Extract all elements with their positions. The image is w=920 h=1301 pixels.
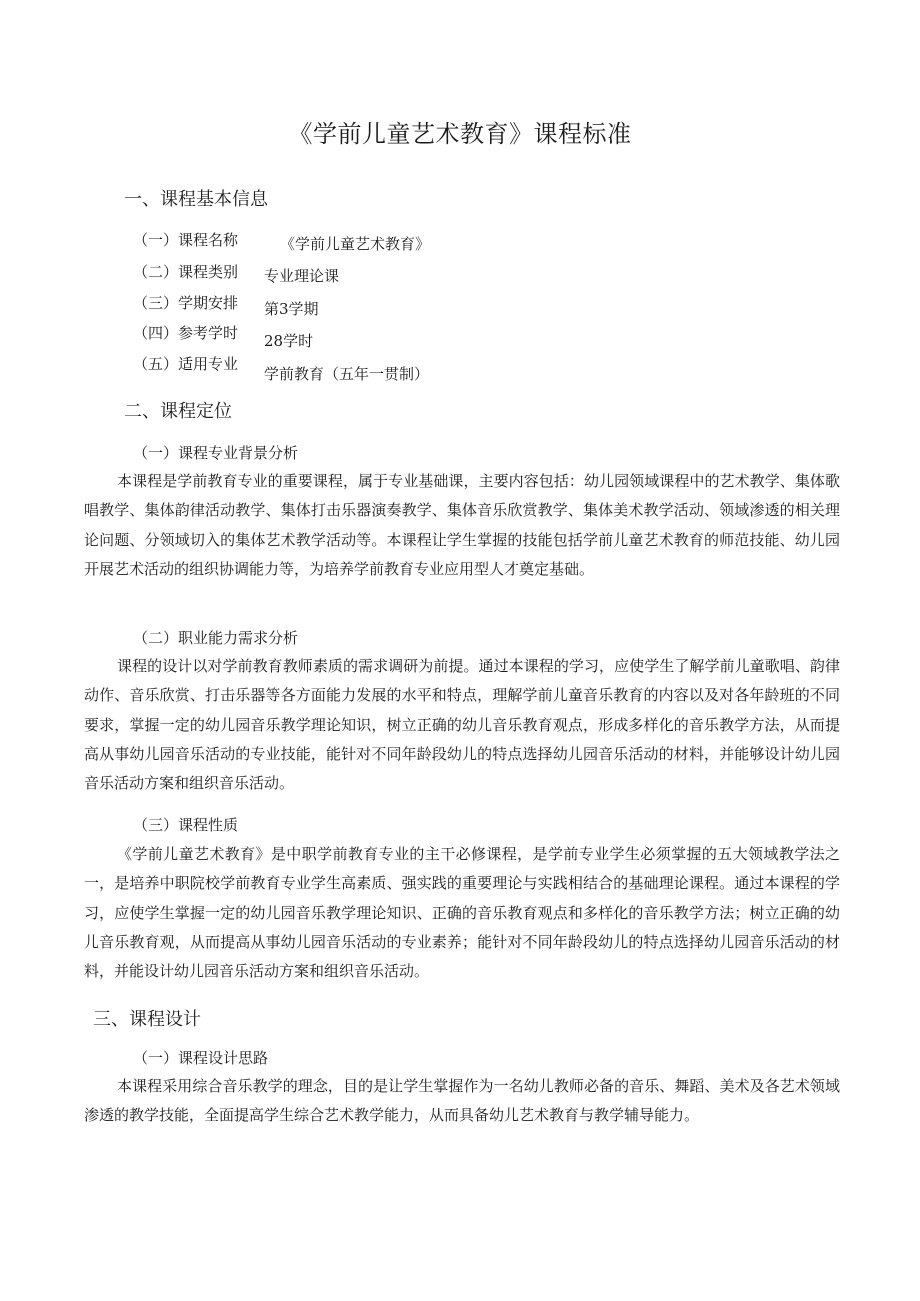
subsection-heading-background: （一）课程专业背景分析 <box>133 444 299 462</box>
info-value-course-type: 专业理论课 <box>264 267 340 285</box>
section-heading-basic-info: 一、课程基本信息 <box>124 189 268 210</box>
info-value-semester: 第3学期 <box>264 300 319 318</box>
info-value-major: 学前教育（五年一贯制） <box>264 365 430 383</box>
subsection-heading-ability: （二）职业能力需求分析 <box>133 629 299 647</box>
section-heading-design: 三、课程设计 <box>93 1009 201 1030</box>
paragraph-design-idea: 本课程采用综合音乐教学的理念，目的是让学生掌握作为一名幼儿教师必备的音乐、舞蹈、美术及各艺术领域渗透的教学技能，全面提高学生综合艺术教学能力，从而具备幼儿艺术教育与教学辅导能力。 <box>84 1077 840 1125</box>
info-label-hours: （四）参考学时 <box>133 324 239 342</box>
info-label-course-type: （二）课程类别 <box>133 263 239 281</box>
subsection-heading-design-idea: （一）课程设计思路 <box>133 1049 269 1067</box>
info-label-course-name: （一）课程名称 <box>133 231 239 249</box>
document-title: 《学前儿童艺术教育》课程标准 <box>288 120 632 148</box>
paragraph-background: 本课程是学前教育专业的重要课程，属于专业基础课，主要内容包括：幼儿园领域课程中的艺术教学、集体歌唱教学、集体韵律活动教学、集体打击乐器演奏教学、集体音乐欣赏教学、集体美术教学活动、领域渗透的相关理论问题、分领域切入的集体艺术教学活动等。本课程让学生掌握的技能包括学前儿童艺术教育的师范技能、幼儿园开展艺术活动的组织协调能力等，为培养学前教育专业应用型人才奠定基础。 <box>84 472 840 578</box>
info-label-major: （五）适用专业 <box>133 355 239 373</box>
subsection-heading-nature: （三）课程性质 <box>133 816 239 834</box>
info-value-hours: 28学时 <box>264 332 314 350</box>
paragraph-nature: 《学前儿童艺术教育》是中职学前教育专业的主干必修课程，是学前专业学生必须掌握的五大领域教学法之一，是培养中职院校学前教育专业学生高素质、强实践的重要理论与实践相结合的基础理论课程。通过本课程的学习，应使学生掌握一定的幼儿园音乐教学理论知识、正确的音乐教育观点和多样化的音乐教学方法；树立正确的幼儿音乐教育观，从而提高从事幼儿园音乐活动的专业素养；能针对不同年龄段幼儿的特点选择幼儿园音乐活动的材料，并能设计幼儿园音乐活动方案和组织音乐活动。 <box>84 845 840 981</box>
section-heading-positioning: 二、课程定位 <box>124 401 232 422</box>
paragraph-ability: 课程的设计以对学前教育教师素质的需求调研为前提。通过本课程的学习，应使学生了解学前儿童歌唱、韵律动作、音乐欣赏、打击乐器等各方面能力发展的水平和特点，理解学前儿童音乐教育的内容以及对各年龄班的不同要求，掌握一定的幼儿园音乐教学理论知识，树立正确的幼儿音乐教育观点，形成多样化的音乐教学方法，从而提高从事幼儿园音乐活动的专业技能，能针对不同年龄段幼儿的特点选择幼儿园音乐活动的材料，并能够设计幼儿园音乐活动方案和组织音乐活动。 <box>84 657 840 793</box>
info-value-course-name: 《学前儿童艺术教育》 <box>280 235 431 253</box>
info-label-semester: （三）学期安排 <box>133 294 239 312</box>
